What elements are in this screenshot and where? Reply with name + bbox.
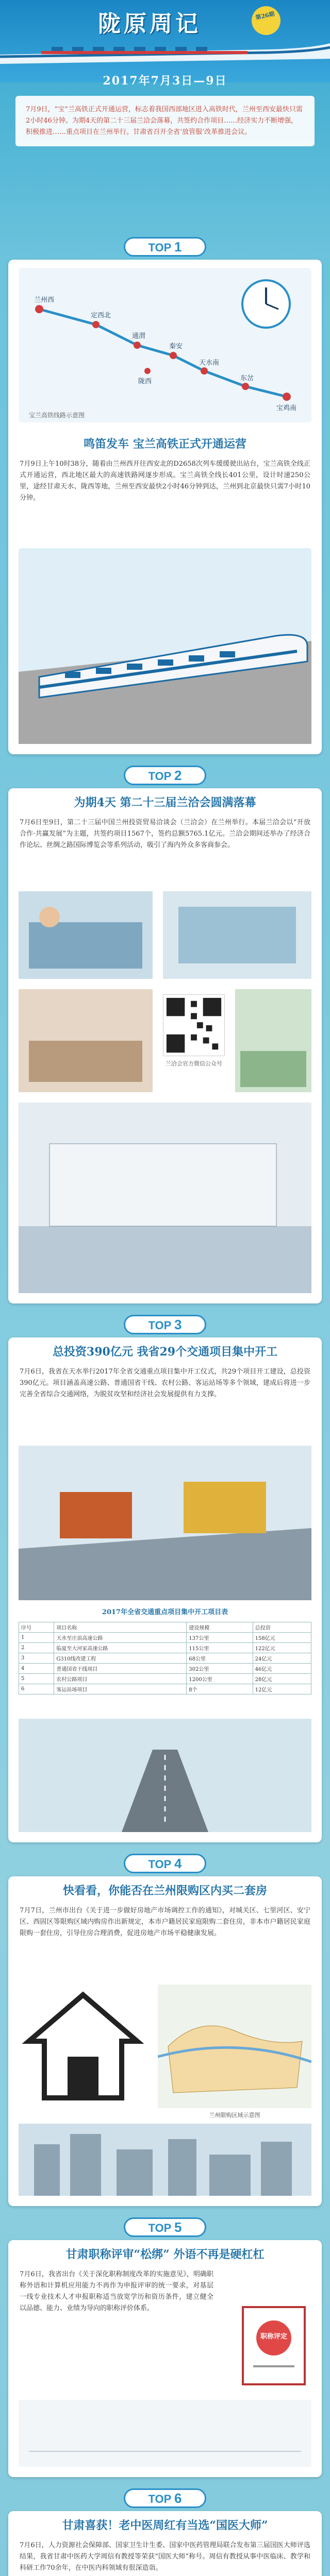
table-cell: 普通国省干线项目 — [54, 1664, 187, 1674]
top5-panel — [8, 2240, 322, 2477]
top2-qr-caption: 兰洽会官方微信公众号 — [166, 1060, 222, 1067]
table-cell: 122亿元 — [253, 1643, 311, 1653]
top1-badge: TOP 1 — [124, 237, 206, 257]
top3-table-title: 2017年全省交通重点项目集中开工项目表 — [102, 1608, 228, 1616]
table-cell: 1 — [19, 1633, 54, 1643]
table-cell: 建设规模 — [187, 1622, 253, 1633]
table-cell: 项目名称 — [54, 1622, 187, 1633]
top3-badge: TOP 3 — [124, 1315, 206, 1334]
table-cell: 6 — [19, 1684, 54, 1694]
table-cell: G310线改建工程 — [54, 1653, 187, 1664]
map-label-5: 天水南 — [199, 359, 220, 366]
table-cell: 28亿元 — [253, 1674, 311, 1684]
table-cell: 农村公路项目 — [54, 1674, 187, 1684]
table-cell: 158亿元 — [253, 1633, 311, 1643]
page-logo: 陇原周记 — [98, 11, 201, 37]
top3-project-table — [19, 1622, 311, 1694]
map-label-8: 陇西 — [138, 377, 152, 385]
top2-badge: TOP 2 — [124, 766, 206, 785]
map-label-1: 兰州西 — [34, 296, 55, 303]
map-label-3: 通渭 — [132, 332, 146, 340]
top1-text: 7月9日上午10时38分，随着由兰州西开往西安北的D2658次列车缓缓驶出站台，宝兰高铁全线正式开通运营，西北地区最大的高速铁路网逐步形成。宝兰高铁全线长401公里，设计时速250公里，途经甘肃天水、陇西等地，兰州至西安最快2小时46分钟到达，兰州到北京最快只需7小时10分钟。 — [20, 460, 310, 502]
house-icon — [19, 1985, 147, 2108]
issue-date: 2017年7月3日—9日 — [103, 74, 227, 88]
top5-decoration — [19, 2400, 311, 2467]
top2-qr-code[interactable] — [163, 994, 225, 1056]
top2-panel — [8, 788, 322, 1303]
table-row — [19, 1653, 311, 1664]
top4-badge: TOP 4 — [124, 1854, 206, 1873]
top1-body — [8, 430, 322, 507]
table-cell: 客运站场项目 — [54, 1684, 187, 1694]
table-cell: 24亿元 — [253, 1653, 311, 1664]
top3-title: 总投资390亿元 我省29个交通项目集中开工 — [52, 1345, 278, 1359]
table-cell: 天水至庄浪高速公路 — [54, 1633, 187, 1643]
intro-paragraph: 7月9日，“宝”兰高铁正式开通运营，标志着我国西部地区进入高铁时代，兰州至西安最快只需2小时46分钟。为期4天的第二十三届兰洽会落幕，共签约合作项目……经济实力不断增强，积极推进……重点项目在兰州举行。甘肃省召开全省‘放管服’改革推进会议。 — [15, 96, 315, 146]
top5-badge: TOP 5 — [124, 2217, 206, 2237]
table-cell: 序号 — [19, 1622, 54, 1633]
certificate-icon — [235, 2302, 312, 2395]
table-cell: 137公里 — [187, 1633, 253, 1643]
table-row — [19, 1643, 311, 1653]
train-illustration — [0, 34, 330, 65]
table-row — [19, 1684, 311, 1694]
table-cell: 总投资 — [253, 1622, 311, 1633]
table-cell: 8个 — [187, 1684, 253, 1694]
top2-photo-3 — [19, 989, 153, 1092]
top1-panel — [8, 260, 322, 754]
table-cell: 12亿元 — [253, 1684, 311, 1694]
top4-title: 快看看，你能否在兰州限购区内买二套房 — [62, 1884, 267, 1897]
top4-map-caption: 兰州限购区域示意图 — [209, 2112, 260, 2119]
top2-photo-2 — [163, 891, 311, 979]
top6-title: 甘肃喜获！老中医周红有当选“国医大师” — [62, 2519, 268, 2532]
top1-train-photo — [19, 548, 311, 744]
table-cell: 68公里 — [187, 1653, 253, 1664]
table-cell: 5 — [19, 1674, 54, 1684]
table-cell: 2 — [19, 1643, 54, 1653]
table-header-row — [19, 1622, 311, 1633]
top4-city-photo — [19, 2124, 311, 2196]
issue-badge: 第26期 — [249, 4, 283, 38]
table-row — [19, 1664, 311, 1674]
table-cell: 46亿元 — [253, 1664, 311, 1674]
top2-title: 为期4天 第二十三届兰洽会圆满落幕 — [74, 796, 256, 809]
top2-expo-photo — [19, 1103, 311, 1293]
map-legend: 宝兰高铁线路示意图 — [29, 412, 85, 419]
table-cell: 临夏至大河家高速公路 — [54, 1643, 187, 1653]
table-cell: 1200公里 — [187, 1674, 253, 1684]
top4-panel — [8, 1876, 322, 2206]
top3-text: 7月6日，我省在天水举行2017年全省交通重点项目集中开工仪式，共29个项目开工建设，总投资390亿元。项目涵盖高速公路、普通国省干线、农村公路、客运站场等多个领域，建成后将进一步完善全省综合交通网络，为脱贫攻坚和经济社会发展提供有力支撑。 — [20, 1368, 310, 1398]
table-cell: 115公里 — [187, 1643, 253, 1653]
top2-photo-1 — [19, 891, 153, 979]
top3-highway-photo — [19, 1719, 311, 1832]
top1-title: 鸣笛发车 宝兰高铁正式开通运营 — [84, 437, 246, 451]
top3-panel — [8, 1337, 322, 1842]
table-row — [19, 1674, 311, 1684]
top3-construction-photo — [19, 1446, 311, 1600]
table-cell: 302公里 — [187, 1664, 253, 1674]
top5-title: 甘肃职称评审“松绑” 外语不再是硬杠杠 — [65, 2248, 265, 2261]
top4-text: 7月7日，兰州市出台《关于进一步做好房地产市场调控工作的通知》，对城关区、七里河区、安宁区、西固区等限购区域内购房作出新规定，本市户籍居民家庭限购二套住房，非本市户籍居民家庭限购一套住房，引导住房合理消费，促进房地产市场平稳健康发展。 — [20, 1907, 310, 1937]
top2-text: 7月6日至9日，第二十三届中国兰州投资贸易洽谈会（兰洽会）在兰州举行。本届兰洽会以“开放合作·共赢发展”为主题，共签约项目1567个，签约总额5765.1亿元。兰洽会期间还举办了经济合作论坛、丝绸之路国际博览会等系列活动，吸引了海内外众多客商参会。 — [20, 819, 310, 849]
map-label-4: 秦安 — [169, 342, 183, 350]
top6-badge: TOP 6 — [124, 2488, 206, 2508]
top6-text: 7月6日，人力资源社会保障部、国家卫生计生委、国家中医药管理局联合发布第三届国医大师评选结果，我省甘肃中医药大学周信有教授等荣获“国医大师”称号。周信有教授从事中医临床、教学和科研工作70余年，在中医内科领域有很深造诣。 — [20, 2541, 310, 2572]
top2-photo-4 — [235, 989, 311, 1092]
top4-district-map — [158, 1985, 311, 2108]
table-row — [19, 1633, 311, 1643]
map-label-6: 东岔 — [240, 374, 254, 382]
top5-text: 7月6日，我省出台《关于深化职称制度改革的实施意见》，明确职称外语和计算机应用能力不再作为申报评审的统一要求，对基层一线专业技术人才申报职称适当放宽学历和资历条件，建立健全以品德、能力、业绩为导向的职称评价体系。 — [20, 2270, 213, 2312]
top6-panel — [8, 2511, 322, 2576]
certificate-badge-label: 职称评定 — [260, 2333, 287, 2341]
map-label-7: 宝鸡南 — [276, 404, 297, 412]
map-label-2: 定西北 — [91, 311, 111, 319]
table-cell: 3 — [19, 1653, 54, 1664]
top1-route-map — [19, 268, 311, 422]
table-cell: 4 — [19, 1664, 54, 1674]
